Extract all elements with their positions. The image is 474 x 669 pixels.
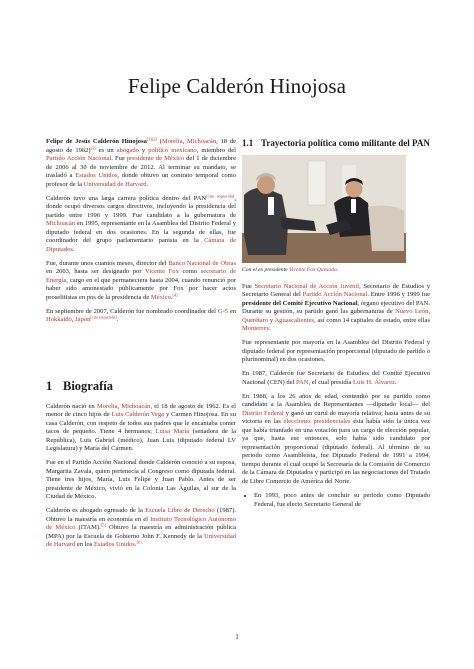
trajectory-paragraph <box>242 283 430 334</box>
text: (1987). Obtuvo la maestría en economía en el <box>46 507 237 523</box>
text: Fue, durante unos cuantos meses, director del <box>46 259 169 267</box>
link-harvard[interactable]: Universidad de Harvard <box>46 532 236 548</box>
banobras-paragraph <box>46 260 236 303</box>
photo-illustration <box>242 155 406 263</box>
education-paragraph <box>46 507 236 550</box>
subsection-title: Trayectoria política como militante del PAN <box>261 138 430 148</box>
link-distrito-federal[interactable]: Distrito Federal <box>242 409 284 417</box>
citation-needed-link[interactable]: [cita requerida] <box>206 192 235 198</box>
text: , órgano ejecutivo del PAN. Durante su gestión, su partido ganó las gubernaturas de <box>242 299 430 315</box>
text: . Entre 1996 y 1999 fue <box>367 291 430 298</box>
link-g5[interactable]: G-5 <box>217 307 228 315</box>
text: es un <box>95 146 117 154</box>
link-abogado[interactable]: abogado <box>116 146 139 154</box>
section-heading-biografia <box>46 379 236 393</box>
text: . <box>134 541 137 548</box>
text: en 2003, hasta ser designado por <box>46 268 146 275</box>
text: , <box>428 308 431 315</box>
text: . Fue <box>111 155 127 162</box>
representative-paragraph <box>242 339 430 365</box>
bullet-list <box>242 492 430 509</box>
link-politico[interactable]: político mexicano <box>148 146 197 154</box>
text: , el cual presidía <box>308 378 354 386</box>
link-queretaro[interactable]: Querétaro <box>242 316 269 324</box>
link-escuela-libre[interactable]: Escuela Libre de Derecho <box>145 507 215 514</box>
text: , <box>182 138 188 145</box>
text: , el 18 de agosto de 1962. Es el menor de cinco hijos de <box>46 402 236 418</box>
text: . <box>72 245 75 253</box>
1988-paragraph <box>242 393 430 487</box>
link-eeuu[interactable]: Estados Unidos <box>75 172 118 179</box>
text: en los <box>75 541 94 548</box>
bold-text: presidente del Comité Ejecutivo Nacional <box>242 299 358 307</box>
text: (senadora de la República), Luis Gabriel (médico), Juan Luis (diputado federal LV Legislatura) y María del Carmen. <box>46 428 236 452</box>
link-hokkaido[interactable]: Hokkaido <box>46 316 72 323</box>
text: , donde obtuvo un contrato temporal como profesor de la <box>46 172 236 188</box>
text: , <box>71 316 76 323</box>
reference-link[interactable]: [6] <box>136 539 142 545</box>
link-fox[interactable]: Vicente Fox <box>145 268 179 275</box>
caption-text: . <box>336 267 339 273</box>
reference-link[interactable]: [3] <box>90 144 96 150</box>
text: . <box>116 316 119 323</box>
text: . <box>146 180 149 188</box>
text: y Carmen Hinojosa. En su casa Calderón, con respeto de todos sus padres que le encantaba comer tacos de pequeño. Tiene 4 hermanos; <box>46 411 236 435</box>
list-item: • En 1993, poco antes de concluir su periodo como Diputado Federal, fue electo Secretario General de <box>254 492 430 509</box>
left-column <box>46 138 236 555</box>
link-michoacan[interactable]: Michoacán <box>46 220 76 227</box>
text: Fue en el Partido Acción Nacional donde Calderón conoció a su esposa, Margarita Zavala, quien pertenecía al Congreso como diputada federal. Tiene tres hijos, María, Luis Felipe y Juan Pablo. Antes de ser presidente de México, vivió en la Colonia Las Águilas, al sur de la Ciudad de México. <box>46 459 236 500</box>
link-presidente[interactable]: presidente de México <box>126 155 185 162</box>
section-number: 1 <box>46 378 53 393</box>
text: , donde ocupó diversos cargos directivos, incluyendo la presidencia del partido entre 1996 y 1999. Fue candidato a la gubernatura de <box>46 194 236 219</box>
text: , cargo en el que permaneciera hasta 2004, cuando renunció por haber sido amonestado públicamente por Fox por hacer actos proselitistas en pos de la presidencia de <box>46 276 236 301</box>
link-pan[interactable]: PAN <box>296 378 309 386</box>
text: En 1988, a los 26 años de edad, contendió por su partido como candidato a la Asamblea de Representantes —diputado local— del <box>242 392 430 408</box>
right-column <box>242 138 430 509</box>
text: (ITAM). <box>75 524 101 531</box>
text: en <box>228 307 236 315</box>
text: Fue representante por mayoría en la Asamblea del Distrito Federal y diputado federal por representación proporcional (diputado de partido o plurinominal) en dos ocasiones. <box>242 339 430 363</box>
reference-link[interactable]: [1][2] <box>146 136 157 142</box>
link-morelia[interactable]: Morelia <box>96 402 118 410</box>
text: . <box>170 293 173 301</box>
text: ( <box>156 138 162 145</box>
citation-needed-link[interactable]: [cita requerida] <box>90 314 117 320</box>
text: Fue <box>242 282 255 290</box>
text: Calderón es abogado egresado de la <box>46 507 146 514</box>
1987-paragraph <box>242 370 430 387</box>
link-michoacan[interactable]: Michoacán <box>121 402 151 410</box>
link-luisa-maria[interactable]: Luisa María <box>155 428 190 435</box>
subject-name: Felipe de Jesús Calderón Hinojosa <box>46 138 147 145</box>
link-harvard[interactable]: Universidad de Harvard <box>83 180 147 188</box>
caption-text: Con el ex presidente <box>242 267 290 273</box>
link-energia[interactable]: secretario de Energía <box>46 268 236 284</box>
text: Calderón nació en <box>46 402 97 410</box>
family-paragraph <box>46 459 236 502</box>
link-aguascalientes[interactable]: Aguascalientes <box>274 316 315 324</box>
page-title: Felipe Calderón Hinojosa <box>127 74 347 98</box>
link-nuevo-leon[interactable]: Nuevo León <box>395 308 429 315</box>
text: como <box>178 268 201 275</box>
link-fox[interactable]: Vicente Fox Quesada <box>289 267 337 273</box>
subsection-heading-trayectoria <box>242 138 430 149</box>
text: , Secretario de Estudios y Secretario General del <box>242 282 430 298</box>
text: ésta había sido la única vez que había triunfado en una votación para un cargo de elección popular, ya que, hasta ese entonces, solo había sido candidato por representación proporcional (diputado federal). Al término de su periodo como Asambleísta, fue Diputado Federal de 1991 a 1994, tiempo durante el cual ocupó la Secretaría de la Comisión de Comercio de la Cámara de Diputados y participó en las negociaciones del Tratado de Libre Comercio de América del Norte. <box>242 418 431 485</box>
link-itam[interactable]: Instituto Tecnológico Autónomo de México <box>46 515 236 531</box>
text: en 1995, representante en la Asamblea del Distrito Federal y diputado federal en dos ocasiones. En la segunda de ellas, fue coordinador del grupo parlamentario panista en la <box>46 220 236 244</box>
text: , <box>117 402 122 410</box>
career-paragraph <box>46 192 236 255</box>
text: , miembro del <box>196 146 237 154</box>
text: , 18 de agosto de 1962) <box>46 138 236 154</box>
text: del 1 de diciembre de 2006 al 30 de noviembre de 2012. Al terminar su mandato, se trasladó a <box>46 155 236 179</box>
link-japon[interactable]: Japón <box>75 316 91 323</box>
link-elecciones[interactable]: elecciones presidenciales <box>283 418 351 425</box>
link-monterrey[interactable]: Monterrey <box>242 325 270 332</box>
text: y <box>138 146 149 154</box>
text: , así como 14 capitales de estado, entre ellas <box>314 316 430 324</box>
text: . <box>395 378 397 386</box>
text: Calderón tuvo una larga carrera política dentro del PAN <box>46 194 207 202</box>
page-number: 1 <box>235 633 239 641</box>
link-camara[interactable]: Cámara de Diputados <box>46 237 236 253</box>
section-title: Biografía <box>63 378 113 393</box>
text: Obtuvo la maestría en administración pública (MPA) por la Escuela de Gobierno John F. Kennedy de la <box>46 524 236 540</box>
link-pan[interactable]: Partido Acción Nacional <box>46 155 112 162</box>
text: En septiembre de 2007, Calderón fue nombrado coordinador del <box>46 307 218 315</box>
bio-paragraph <box>46 403 236 454</box>
link-secretario[interactable]: Secretario Nacional de Acción Juvenil <box>254 282 360 290</box>
link-mexico[interactable]: México <box>150 293 171 301</box>
reference-link[interactable]: [4] <box>172 291 178 297</box>
subsection-number: 1.1 <box>242 138 254 148</box>
link-pan[interactable]: Partido Acción Nacional <box>302 291 368 298</box>
link-luis-alvarez[interactable]: Luis H. Álvarez <box>353 378 396 386</box>
text: y ganó un curul de mayoría relativa; hasta antes de su victoria en las <box>242 409 430 425</box>
photo-calderon-fox <box>242 155 406 263</box>
intro-paragraph <box>46 138 236 189</box>
link-morelia[interactable]: Morelia <box>161 138 183 145</box>
link-luis-calderon[interactable]: Luis Calderón Vega <box>111 411 165 418</box>
reference-link[interactable]: [5] <box>100 522 106 528</box>
g5-paragraph <box>46 308 236 325</box>
link-eeuu[interactable]: Estados Unidos <box>94 541 135 548</box>
text: . <box>269 325 271 332</box>
link-michoacan[interactable]: Michoacán <box>187 138 217 145</box>
text: y <box>268 316 275 324</box>
text: En 1987, Calderón fue Secretario de Estudios del Comité Ejecutivo Nacional (CEN) del <box>242 370 430 386</box>
link-banco[interactable]: Banco Nacional de Obras <box>168 259 236 267</box>
photo-caption <box>242 266 430 275</box>
